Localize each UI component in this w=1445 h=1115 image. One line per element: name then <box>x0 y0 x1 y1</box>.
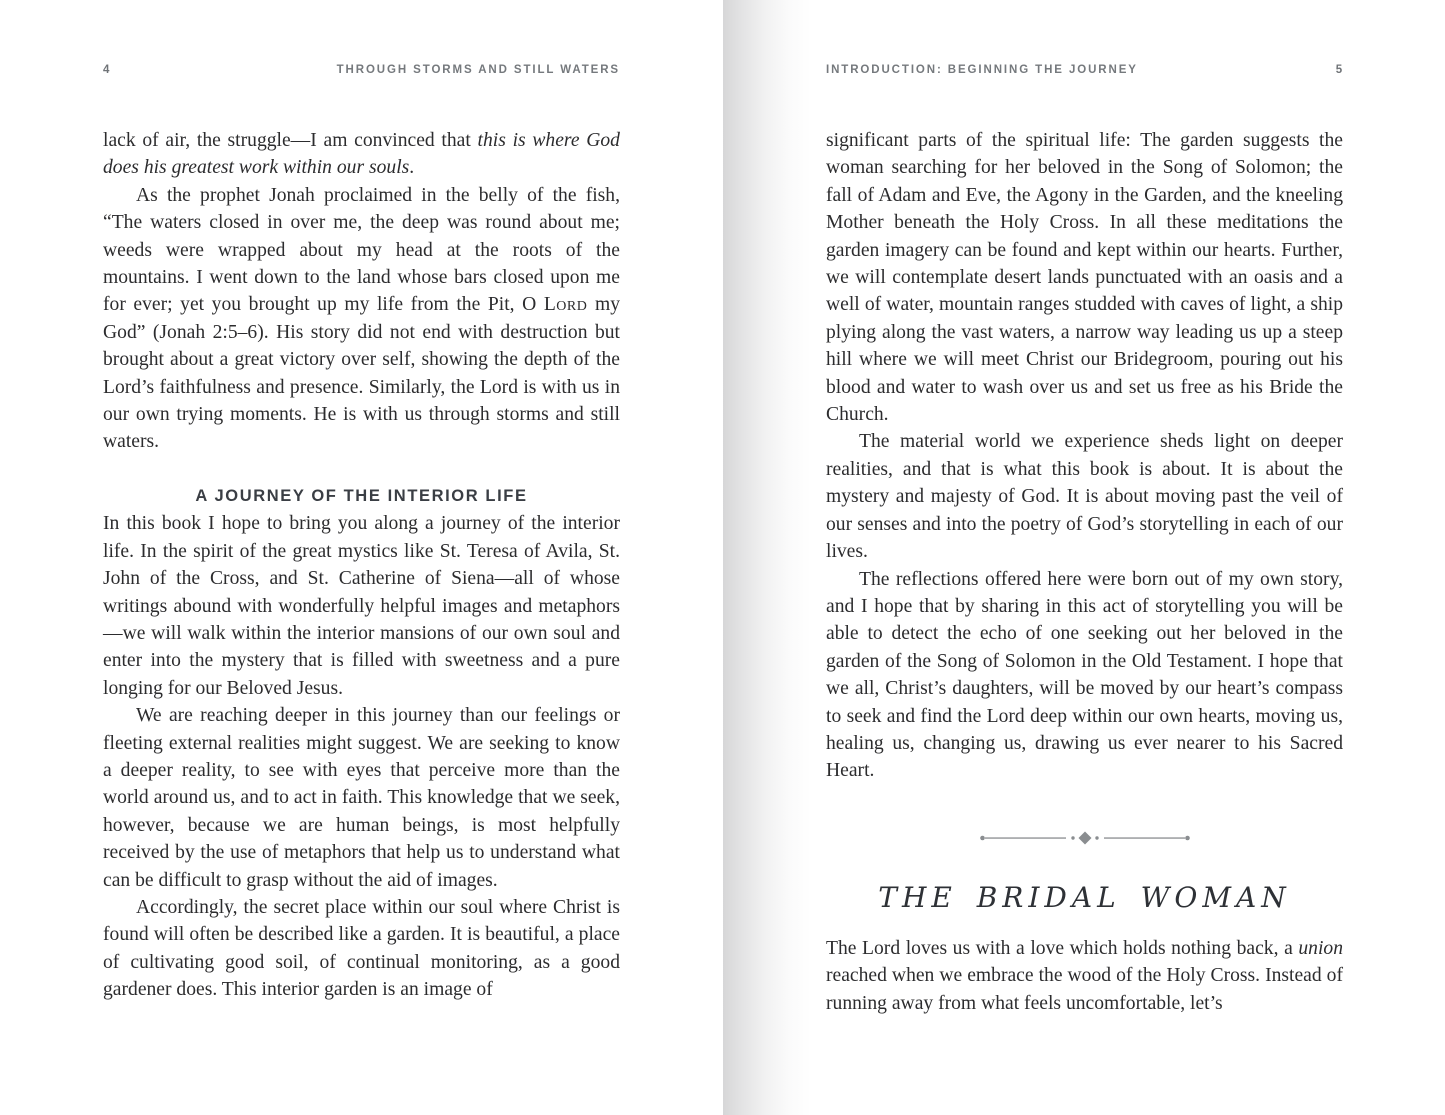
text-run: significant parts of the spiritual life: The garden suggests the woman searching for her beloved in the Song of Solomon; the fall of Adam and Eve, the Agony in the Garden, and the kneeling Mother beneath the Holy Cross. In all these meditations the garden imagery can be found and kept within our hearts. Further, we will contemplate desert lands punctuated with an oasis and a well of water, mountain ranges studded with caves of light, a ship plying along the vast waters, a narrow way leading us up a steep hill where we will meet Christ our Bridegroom, pouring out his blood and water to wash over us and set us free as his Bride the Church. <box>826 130 1343 426</box>
right-running-head: INTRODUCTION: BEGINNING THE JOURNEY <box>826 64 1138 76</box>
chapter-title: THE BRIDAL WOMAN <box>878 880 1291 914</box>
text-run: my God” (Jonah 2:5–6). His story did not end with destruction but brought about a great victory over self, showing the depth of the Lord’s faithfulness and presence. Similarly, the Lord is with us in our own trying moments. He is with us through storms and still waters. <box>103 294 620 453</box>
left-page-number <box>103 64 111 76</box>
text-run: lack of air, the struggle—I am convinced that <box>103 130 478 151</box>
paragraph <box>826 127 1343 428</box>
paragraph <box>826 566 1343 785</box>
text-run: In this book I hope to bring you along a journey of the interior life. In the spirit of the great mystics like St. Teresa of Avila, St. John of the Cross, and St. Catherine of Siena—all of whose writings abound with wonderfully helpful images and metaphors—we will walk within the interior mansions of our own soul and enter into the mystery that is filled with sweetness and a pure longing for our Beloved Jesus. <box>103 513 620 699</box>
right-page <box>723 0 1445 1115</box>
left-running-head: THROUGH STORMS AND STILL WATERS <box>336 64 620 76</box>
paragraph <box>103 127 620 182</box>
italic-text: union <box>1298 937 1343 959</box>
right-page-body <box>826 127 1343 1017</box>
paragraph <box>103 702 620 894</box>
italic-text: this is where God does his greatest work within our souls <box>103 130 620 179</box>
paragraph <box>103 510 620 702</box>
left-page-body <box>103 127 620 1004</box>
paragraph <box>826 428 1343 565</box>
text-run: Accordingly, the secret place within our soul where Christ is found will often be described like a garden. It is beautiful, a place of cultivating good soil, of continual monitoring, as a good gardener does. This interior garden is an image of <box>103 896 620 1001</box>
text-run: The material world we experience sheds light on deeper realities, and that is what this book is about. It is about the mystery and majesty of God. It is about moving past the veil of our senses and into the poetry of God’s storytelling in each of our lives. <box>826 431 1343 563</box>
paragraph <box>103 894 620 1004</box>
text-run: We are reaching deeper in this journey than our feelings or fleeting external realities might suggest. We are seeking to know a deeper reality, to see with eyes that perceive more than the world around us, and to act in faith. This knowledge that we seek, however, because we are human beings, is most helpfully received by the use of metaphors that help us to understand what can be difficult to grasp without the aid of images. <box>103 705 620 891</box>
text-run: . <box>409 157 415 179</box>
folio-text: 5 <box>1335 64 1344 76</box>
text-run: As the prophet Jonah proclaimed in the belly of the fish, “The waters closed in over me, the deep was round about me; weeds were wrapped about my head at the roots of the mountains. I went down to the land whose bars closed upon me for ever; yet you brought up my life from the Pit, O <box>103 184 620 316</box>
folio-text: 4 <box>103 64 112 76</box>
paragraph <box>826 935 1343 1017</box>
paragraph <box>103 182 620 456</box>
text-run: reached when we embrace the wood of the Holy Cross. Instead of running away from what feels uncomfortable, let’s <box>826 965 1343 1014</box>
small-caps-text: Lord <box>543 294 588 316</box>
divider-ornament-icon <box>979 831 1191 845</box>
text-run: The reflections offered here were born out of my own story, and I hope that by sharing in this act of storytelling you will be able to detect the echo of one seeking out her beloved in the garden of the Song of Solomon in the Old Testament. I hope that we all, Christ’s daughters, will be moved by our heart’s compass to seek and find the Lord deep within our own hearts, moving us, healing us, changing us, drawing us ever nearer to his Sacred Heart. <box>826 568 1343 782</box>
section-heading: A JOURNEY OF THE INTERIOR LIFE <box>195 486 528 505</box>
right-page-number <box>1336 64 1344 76</box>
section-divider-ornament <box>826 831 1343 847</box>
text-run: The Lord loves us with a love which holds nothing back, a <box>826 937 1299 959</box>
